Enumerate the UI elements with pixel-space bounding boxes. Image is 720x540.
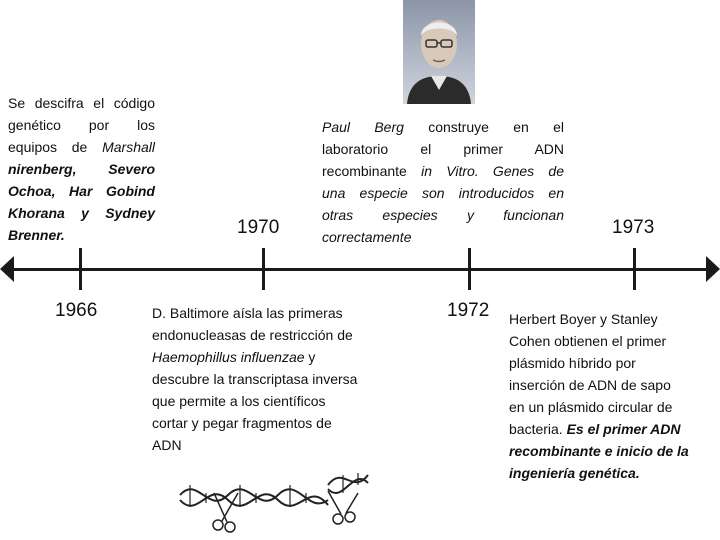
event-text-line [509,418,715,440]
year-label-1970: 1970 [237,217,280,238]
tick-1972 [468,248,471,290]
event-text-segment: construye en el [403,119,564,135]
event-text-segment: y [304,349,316,365]
event-text-segment: plásmido híbrido por [509,355,636,371]
event-text-segment: recombinante [322,163,422,179]
event-text-line [8,202,155,224]
event-text-line [8,158,155,180]
event-text-segment: Cohen obtienen el primer [509,333,667,349]
dna-scissors-icon [178,455,378,535]
event-text-line [509,440,715,462]
event-text-line [322,138,564,160]
event-text-segment: una especie son introducidos en [322,185,564,201]
event-text-segment: descubre la transcriptasa inversa [152,371,358,387]
event-text-segment: Khorana y Sydney [8,205,155,221]
event-text-line [152,368,412,390]
event-text-line [322,160,564,182]
event-text-segment: en un plásmido circular de [509,399,673,415]
event-text-line [8,92,155,114]
event-text-line [8,180,155,202]
tick-1970 [262,248,265,290]
event-text-line [509,352,715,374]
event-text-line [322,182,564,204]
event-text-1973 [509,308,715,484]
event-text-segment: Se descifra el código [8,95,155,111]
event-text-line [509,308,715,330]
event-text-line [152,412,412,434]
event-text-line [322,226,564,248]
event-text-segment: equipos de [8,139,103,155]
dna-scissors-image [178,455,378,535]
right-arrow-icon [706,256,720,282]
event-text-segment: Es el primer ADN [566,421,681,437]
event-text-1966 [8,92,155,246]
event-text-segment: laboratorio el primer ADN [322,141,564,157]
event-text-line [509,330,715,352]
timeline-line [8,268,712,271]
event-text-line [152,434,412,456]
tick-1973 [633,248,636,290]
event-text-segment: endonucleasas de restricción de [152,327,353,343]
tick-1966 [79,248,82,290]
event-text-line [152,302,412,324]
event-text-line [509,396,715,418]
event-text-segment: recombinante e inicio de la [509,443,689,459]
year-label-1973: 1973 [612,217,655,238]
event-text-line [152,324,412,346]
event-text-line [322,204,564,226]
event-text-segment: bacteria. [509,421,567,437]
event-text-1970 [152,302,412,456]
event-text-segment: Haemophillus influenzae [152,349,305,365]
event-text-segment: Marshall [102,139,155,155]
event-text-line [322,116,564,138]
event-text-line [509,462,715,484]
event-text-segment: in Vitro. Genes de [421,163,565,179]
event-text-line [8,224,155,246]
event-text-segment: D. Baltimore aísla las primeras [152,305,343,321]
event-text-segment: inserción de ADN de sapo [509,377,671,393]
event-text-segment: genético por los [8,117,155,133]
event-text-line [509,374,715,396]
year-label-1966: 1966 [55,300,98,321]
event-text-segment: que permite a los científicos [152,393,326,409]
event-text-segment: Paul Berg [322,119,404,135]
event-text-segment: correctamente [322,229,412,245]
year-label-1972: 1972 [447,300,490,321]
portrait-icon [403,0,475,104]
event-text-segment: Ochoa, Har Gobind [8,183,155,199]
left-arrow-icon [0,256,14,282]
event-text-segment: ADN [152,437,182,453]
event-text-line [152,390,412,412]
event-text-segment: otras especies y funcionan [322,207,564,223]
event-text-segment: ingeniería genética. [509,465,640,481]
event-text-line [8,136,155,158]
event-text-segment: nirenberg, Severo [8,161,155,177]
event-text-line [8,114,155,136]
event-text-segment: cortar y pegar fragmentos de [152,415,332,431]
event-text-line [152,346,412,368]
scientist-portrait-image [403,0,475,104]
event-text-segment: Brenner. [8,227,65,243]
event-text-segment: Herbert Boyer y Stanley [509,311,658,327]
event-text-1972 [322,116,564,248]
